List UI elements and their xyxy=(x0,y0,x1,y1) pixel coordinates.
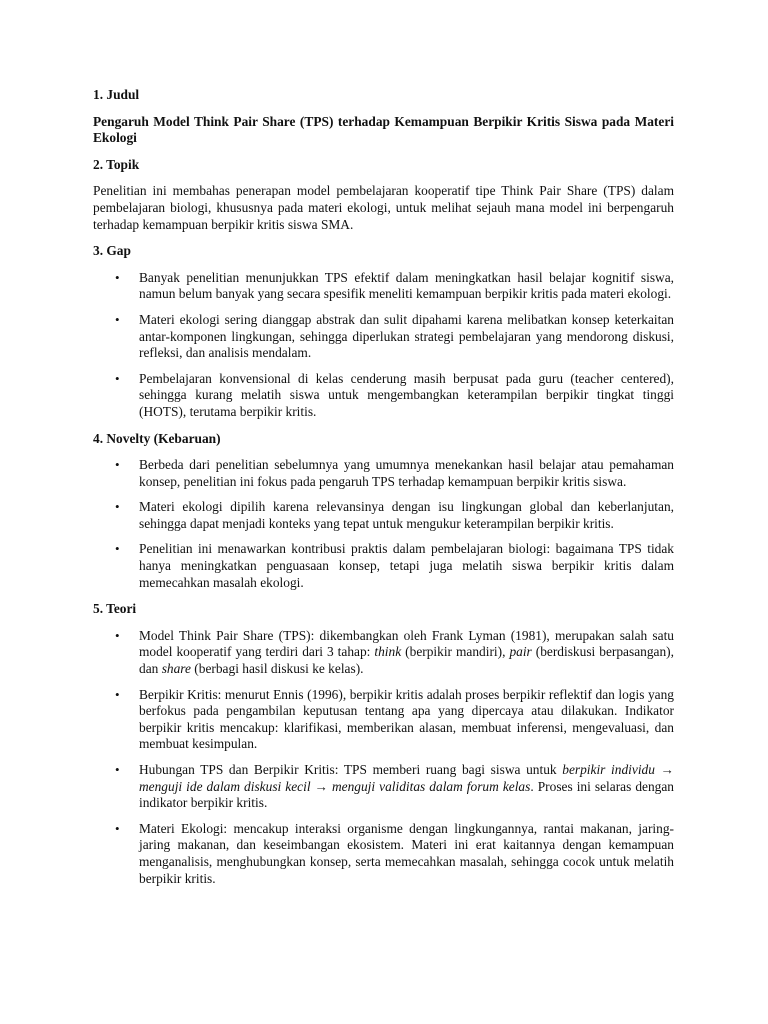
italic-term-share: share xyxy=(161,661,191,677)
list-item-text: Berbeda dari penelitian sebelumnya yang umumnya menekankan hasil belajar atau pemahaman konsep, penelitian ini fokus pada pengaruh TPS terhadap kemampuan berpikir kritis siswa. xyxy=(139,457,674,489)
italic-process-chain: berpikir individu → menguji ide dalam diskusi kecil → menguji validitas dalam forum kelas xyxy=(139,762,674,794)
bullet-icon: • xyxy=(115,762,120,777)
bullet-icon: • xyxy=(115,686,120,702)
section-heading-gap: 3. Gap xyxy=(93,243,131,259)
list-item-text: Penelitian ini menawarkan kontribusi praktis dalam pembelajaran biologi: bagaimana TPS tidak hanya meningkatkan penguasaan konsep, tetapi juga melatih siswa berpikir kritis dalam memecahkan masalah ekologi. xyxy=(139,541,674,590)
list-item xyxy=(93,457,674,490)
list-item-text: Materi Ekologi: mencakup interaksi organisme dengan lingkungannya, rantai makanan, jaring-jaring makanan, dan keseimbangan ekosistem. Materi ini erat kaitannya dengan kemampuan menganalisis, menghubungkan konsep, serta memecahkan masalah, sehingga cocok untuk melatih berpikir kritis. xyxy=(139,820,674,886)
text-segment: (berdiskusi berpasangan), dan xyxy=(139,644,674,677)
text-segment: Hubungan TPS dan Berpikir Kritis: TPS memberi ruang bagi siswa untuk xyxy=(139,762,563,777)
italic-term-pair: pair xyxy=(509,644,532,660)
list-item xyxy=(93,499,674,532)
text-segment: Model Think Pair Share (TPS): dikembangkan oleh Frank Lyman (1981), merupakan salah satu model kooperatif yang terdiri dari 3 tahap: xyxy=(139,627,674,660)
text-segment: (berbagi hasil diskusi ke kelas). xyxy=(190,661,364,677)
topik-paragraph: Penelitian ini membahas penerapan model pembelajaran kooperatif tipe Think Pair Share (TPS) dalam pembelajaran biologi, khususnya pada materi ekologi, untuk melihat sejauh mana model ini berpengaruh terhadap kemampuan berpikir kritis siswa SMA. xyxy=(93,183,674,232)
list-item-text: Pembelajaran konvensional di kelas cenderung masih berpusat pada guru (teacher centered), sehingga kurang melatih siswa untuk mengembangkan keterampilan berpikir tingkat tinggi (HOTS), terutama berpikir kritis. xyxy=(139,370,674,419)
bullet-icon: • xyxy=(115,627,120,643)
list-item-text: Banyak penelitian menunjukkan TPS efektif dalam meningkatkan hasil belajar kognitif siswa, namun belum banyak yang secara spesifik meneliti kemampuan berpikir kritis pada materi ekologi. xyxy=(139,269,674,302)
bullet-icon: • xyxy=(115,269,120,285)
list-item xyxy=(93,371,674,421)
bullet-icon: • xyxy=(115,820,120,836)
list-item-text: Materi ekologi sering dianggap abstrak dan sulit dipahami karena melibatkan konsep keterkaitan antar-komponen lingkungan, sehingga diperlukan strategi pembelajaran yang mendorong diskusi, refleksi, dan analisis mendalam. xyxy=(139,311,674,361)
teori-list xyxy=(93,628,674,887)
list-item xyxy=(93,541,674,591)
list-item-text: Materi ekologi dipilih karena relevansinya dengan isu lingkungan global dan keberlanjutan, sehingga dapat menjadi konteks yang tepat untuk mengukur keterampilan berpikir kritis. xyxy=(139,499,674,531)
section-heading-judul: 1. Judul xyxy=(93,87,140,102)
section-heading-novelty: 4. Novelty (Kebaruan) xyxy=(93,430,221,446)
list-item xyxy=(93,762,674,812)
list-item-text: Berpikir Kritis: menurut Ennis (1996), berpikir kritis adalah proses berpikir reflektif dan logis yang berfokus pada pengambilan keputusan tentang apa yang dipercaya atau dilakukan. Indikator berpikir kritis mencakup: klarifikasi, memberikan alasan, membuat inferensi, mengevaluasi, dan membuat kesimpulan. xyxy=(139,686,674,752)
italic-term-think: think xyxy=(374,644,402,660)
bullet-icon: • xyxy=(115,541,120,557)
list-item xyxy=(93,312,674,362)
list-item xyxy=(93,687,674,753)
list-item-text xyxy=(139,762,674,810)
list-item xyxy=(93,628,674,678)
bullet-icon: • xyxy=(115,370,120,386)
text-segment: . Proses ini selaras dengan indikator berpikir kritis. xyxy=(139,778,674,811)
section-heading-teori: 5. Teori xyxy=(93,601,137,617)
document-body xyxy=(93,87,674,897)
list-item xyxy=(93,270,674,303)
novelty-list xyxy=(93,457,674,591)
text-segment: (berpikir mandiri), xyxy=(401,644,510,660)
list-item-text xyxy=(139,628,674,676)
gap-list xyxy=(93,270,674,421)
bullet-icon: • xyxy=(115,311,120,327)
list-item xyxy=(93,821,674,887)
bullet-icon: • xyxy=(115,457,120,473)
document-title: Pengaruh Model Think Pair Share (TPS) terhadap Kemampuan Berpikir Kritis Siswa pada Materi Ekologi xyxy=(93,113,674,146)
section-heading-topik: 2. Topik xyxy=(93,156,140,172)
bullet-icon: • xyxy=(115,499,120,515)
